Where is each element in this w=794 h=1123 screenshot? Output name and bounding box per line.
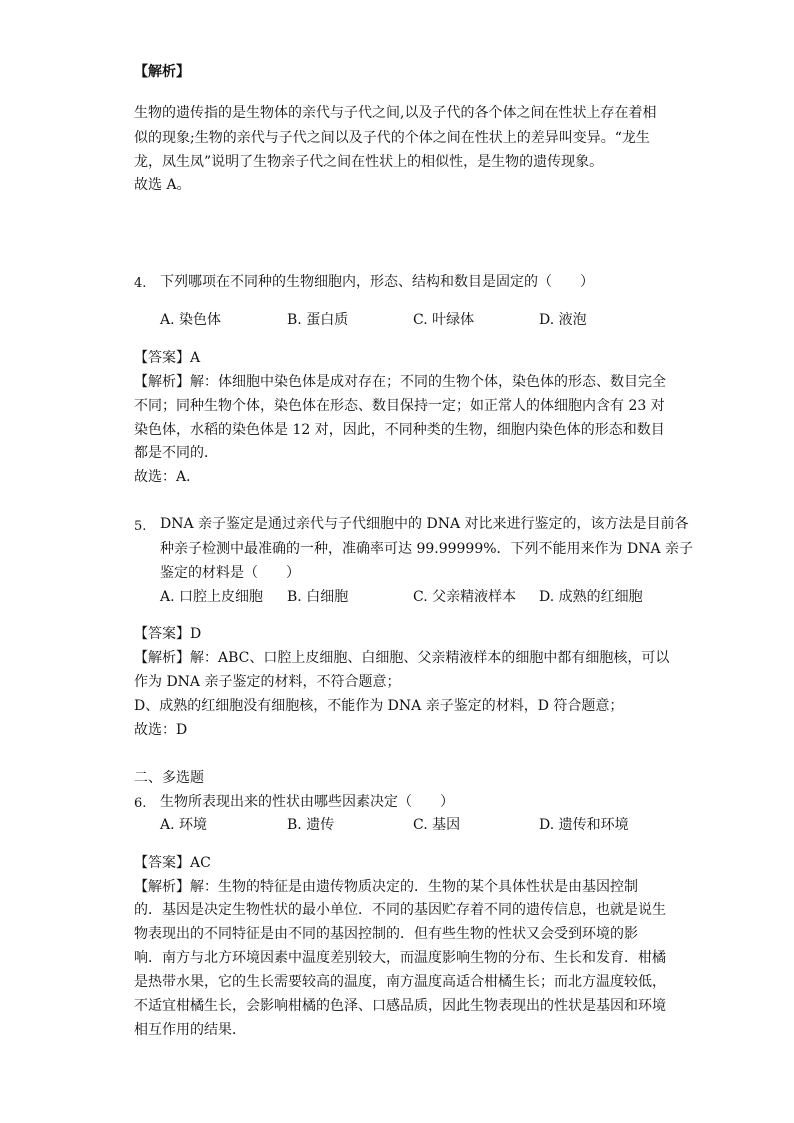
answer-line: 【答案】AC <box>134 855 211 871</box>
answer-line: 【答案】D <box>134 626 202 642</box>
option-d: D. 液泡 <box>539 312 587 328</box>
section-title: 二、多选题 <box>134 770 204 786</box>
question-stem: 生物所表现出来的性状由哪些因素决定（ ） <box>160 794 454 810</box>
analysis-line: 故选：D <box>134 722 188 738</box>
question-stem: 种亲子检测中最准确的一种，准确率可达 99.99999%．下列不能用来作为 DNA 亲子 <box>160 541 694 557</box>
option-a: A. 口腔上皮细胞 <box>160 589 264 605</box>
analysis-line: 作为 DNA 亲子鉴定的材料，不符合题意； <box>134 674 401 690</box>
analysis-line: 【解析】解：生物的特征是由遗传物质决定的．生物的某个具体性状是由基因控制 <box>134 879 638 895</box>
analysis-line: 不同；同种生物个体，染色体在形态、数目保持一定；如正常人的体细胞内含有 23 对 <box>134 398 665 414</box>
analysis-line: 都是不同的． <box>134 445 218 461</box>
option-d: D. 遗传和环境 <box>539 817 629 833</box>
analysis-line: 故选 A。 <box>134 177 191 193</box>
analysis-line: 是热带水果，它的生长需要较高的温度，南方温度高适合柑橘生长；而北方温度较低， <box>134 974 666 990</box>
question-stem: DNA 亲子鉴定是通过亲代与子代细胞中的 DNA 对比来进行鉴定的，该方法是目前各 <box>160 516 689 532</box>
answer-line: 【答案】A <box>134 350 201 366</box>
analysis-line: 【解析】解：体细胞中染色体是成对存在；不同的生物个体，染色体的形态、数目完全 <box>134 374 666 390</box>
analysis-line: 不适宜柑橘生长，会影响柑橘的色泽、口感品质，因此生物表现出的性状是基因和环境 <box>134 998 666 1014</box>
question-number: 5. <box>134 519 147 534</box>
question-stem: 下列哪项在不同种的生物细胞内，形态、结构和数目是固定的（ ） <box>160 274 594 290</box>
option-b: B. 白细胞 <box>287 589 349 605</box>
option-d: D. 成熟的红细胞 <box>539 589 643 605</box>
analysis-line: D、成熟的红细胞没有细胞核，不能作为 DNA 亲子鉴定的材料，D 符合题意； <box>134 698 624 714</box>
option-a: A. 环境 <box>160 817 208 833</box>
analysis-line: 【解析】解：ABC、口腔上皮细胞、白细胞、父亲精液样本的细胞中都有细胞核，可以 <box>134 650 670 666</box>
question-number: 4. <box>134 276 147 291</box>
analysis-line: 的．基因是决定生物性状的最小单位．不同的基因贮存着不同的遗传信息，也就是说生 <box>134 902 666 918</box>
analysis-line: 染色体，水稻的染色体是 12 对，因此，不同种类的生物，细胞内染色体的形态和数目 <box>134 422 665 438</box>
option-c: C. 基因 <box>413 817 461 833</box>
analysis-line: 似的现象;生物的亲代与子代之间以及子代的个体之间在性状上的差异叫变异。“龙生 <box>134 130 650 146</box>
analysis-line: 相互作用的结果． <box>134 1022 246 1038</box>
analysis-line: 龙，凤生凤”说明了生物亲子代之间在性状上的相似性，是生物的遗传现象。 <box>134 154 604 170</box>
analysis-line: 响．南方与北方环境因素中温度差别较大，而温度影响生物的分布、生长和发育．柑橘 <box>134 950 666 966</box>
analysis-heading: 【解析】 <box>134 64 190 80</box>
question-number: 6. <box>134 796 147 811</box>
option-c: C. 叶绿体 <box>413 312 475 328</box>
option-a: A. 染色体 <box>160 312 222 328</box>
option-b: B. 蛋白质 <box>287 312 349 328</box>
analysis-line: 物表现出的不同特征是由不同的基因控制的．但有些生物的性状又会受到环境的影 <box>134 926 638 942</box>
option-b: B. 遗传 <box>287 817 335 833</box>
option-c: C. 父亲精液样本 <box>413 589 517 605</box>
question-stem: 鉴定的材料是（ ） <box>160 565 300 581</box>
analysis-line: 故选：A． <box>134 469 201 485</box>
analysis-line: 生物的遗传指的是生物体的亲代与子代之间,以及子代的各个体之间在性状上存在着相 <box>134 105 657 121</box>
